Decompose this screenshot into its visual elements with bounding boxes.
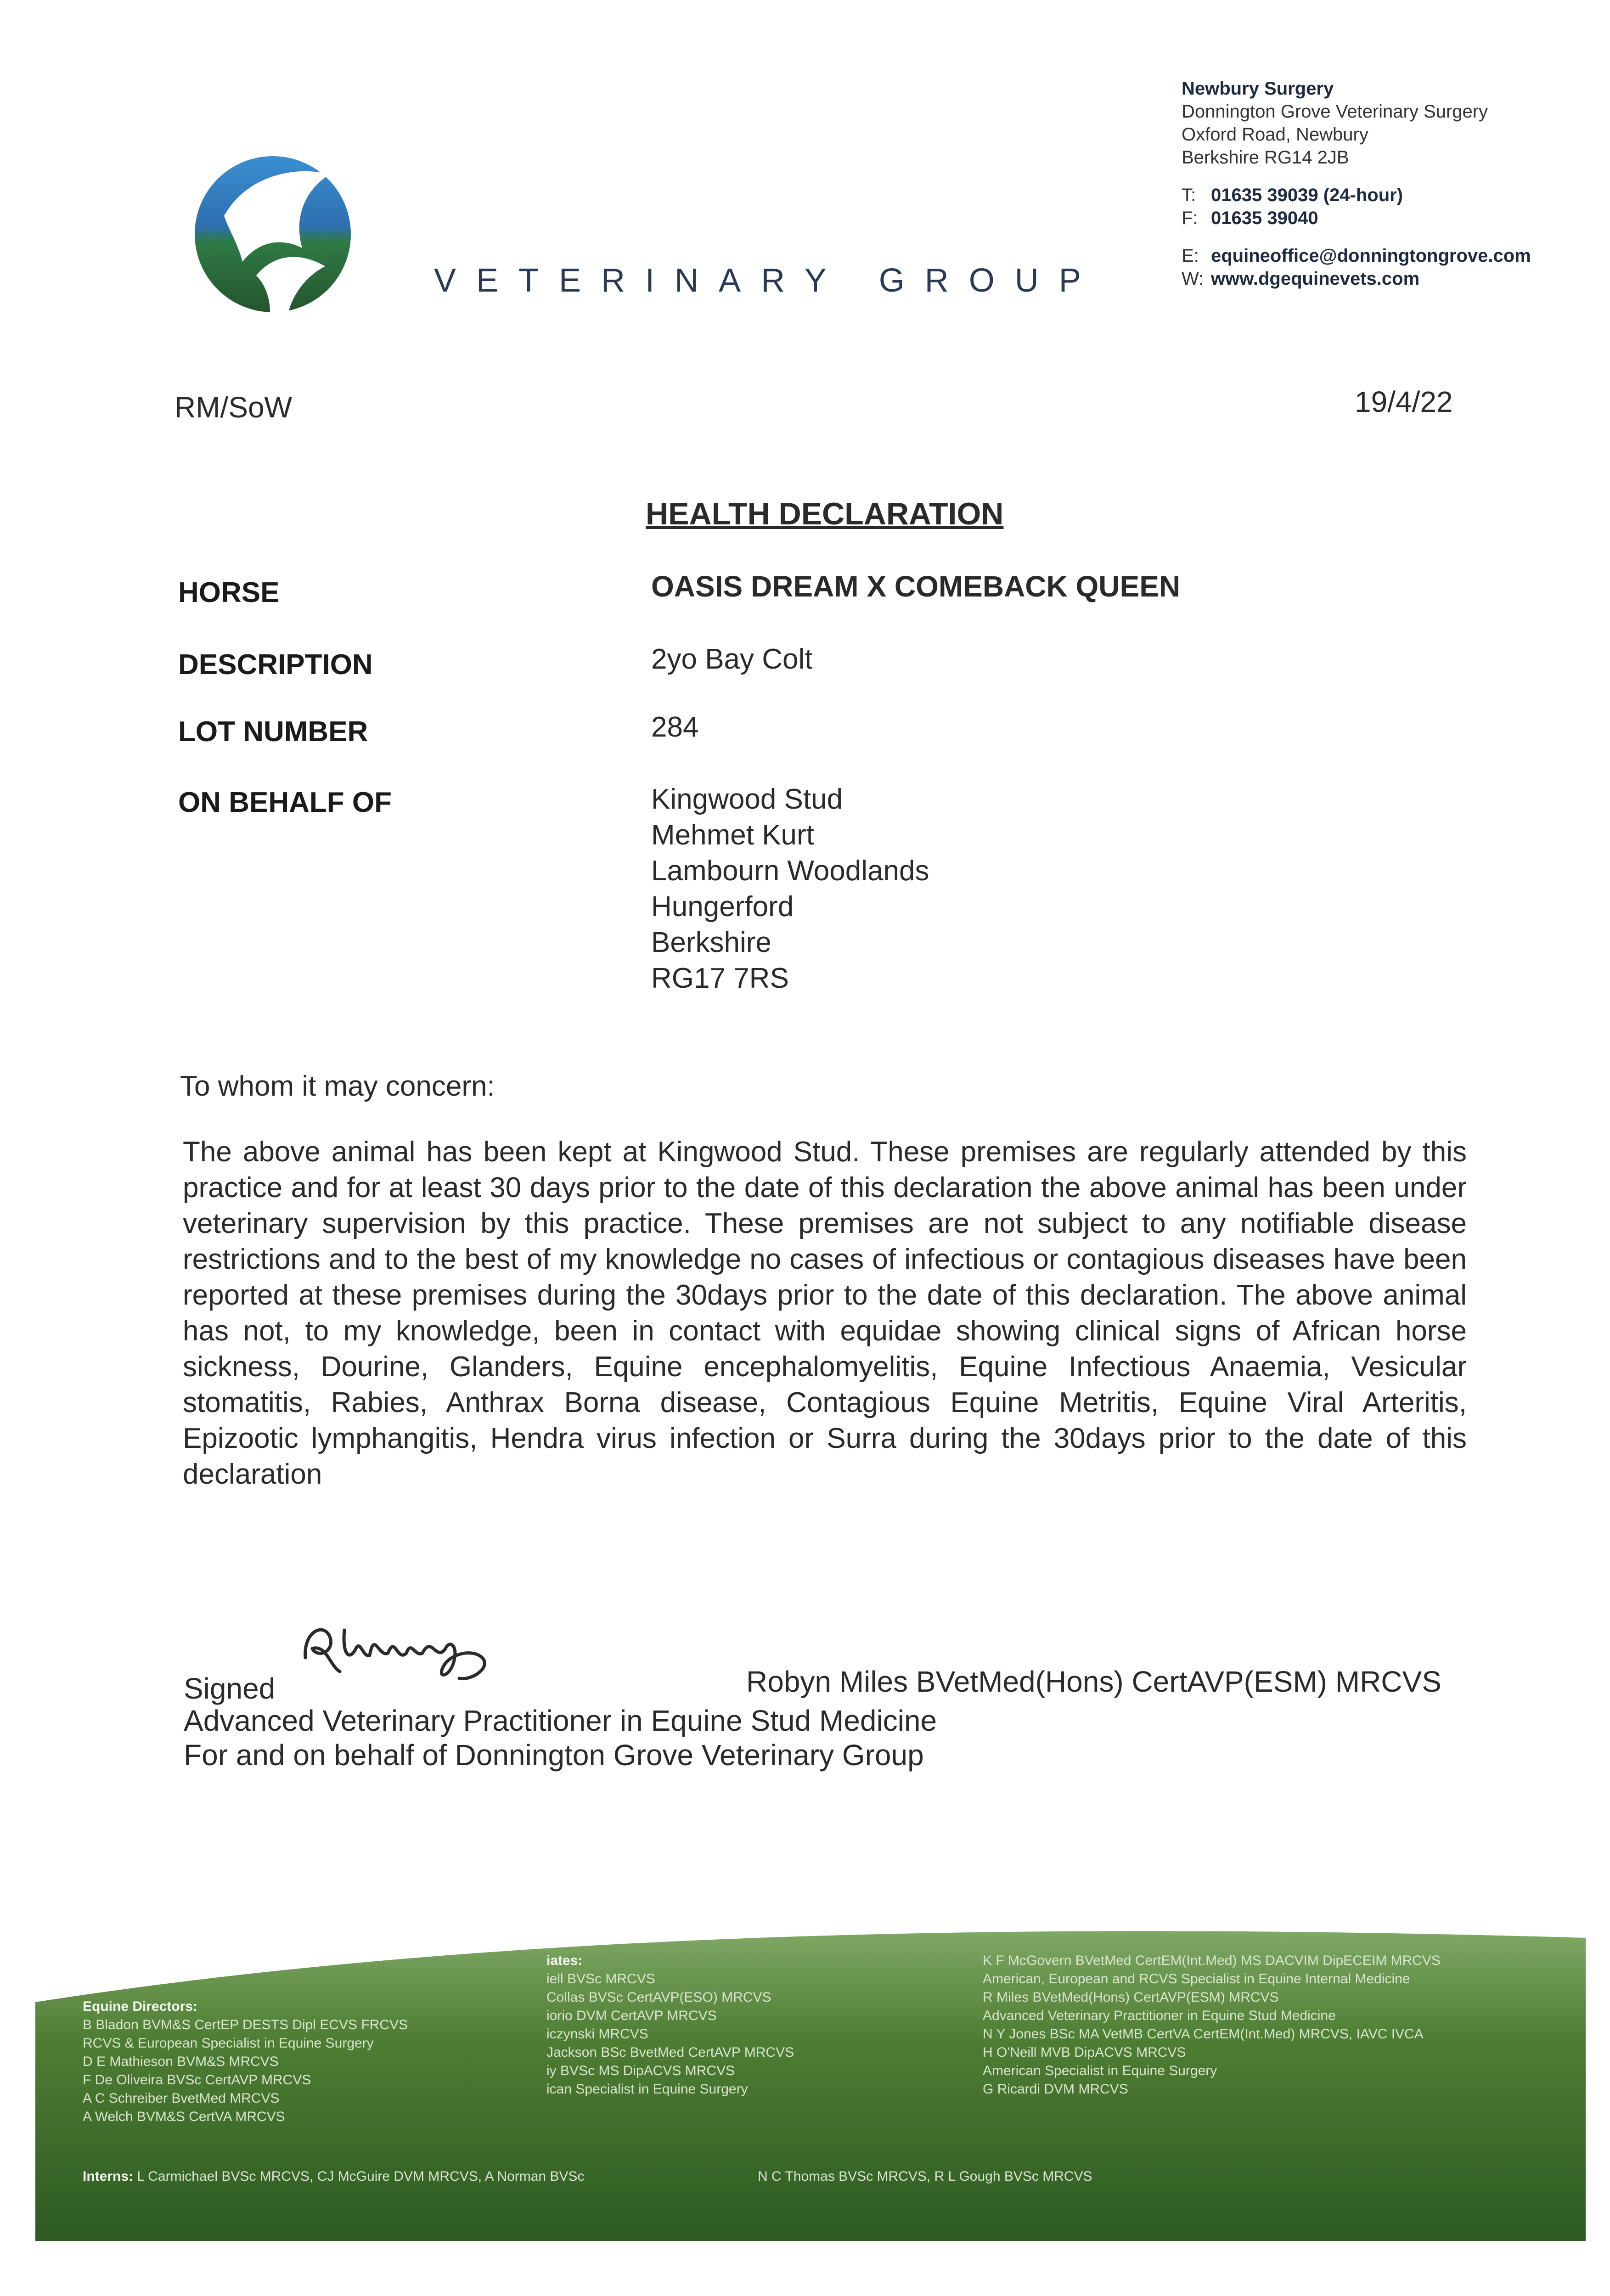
horse-label: HORSE: [178, 577, 280, 608]
greeting: To whom it may concern:: [180, 1070, 495, 1102]
staff-line: D E Mathieson BVM&S MRCVS: [83, 2054, 279, 2069]
staff-line: iell BVSc MRCVS: [546, 1971, 655, 1986]
web-row: W: www.dgequinevets.com: [1182, 267, 1531, 290]
staff-line: R Miles BVetMed(Hons) CertAVP(ESM) MRCVS: [983, 1990, 1279, 2005]
directors-heading: Equine Directors:: [83, 1999, 198, 2014]
address-line: Mehmet Kurt: [651, 819, 814, 851]
fax-row: F: 01635 39040: [1182, 207, 1531, 230]
staff-line: G Ricardi DVM MRCVS: [983, 2082, 1128, 2097]
staff-line: Advanced Veterinary Practitioner in Equine Stud Medicine: [983, 2008, 1336, 2023]
website: www.dgequinevets.com: [1211, 269, 1420, 289]
staff-line: A C Schreiber BvetMed MRCVS: [83, 2091, 280, 2106]
staff-line: iorio DVM CertAVP MRCVS: [546, 2008, 717, 2023]
staff-line: American Specialist in Equine Surgery: [983, 2063, 1217, 2078]
declaration-body: The above animal has been kept at Kingwood Stud. These premises are regularly attended by this practice and for at least 30 days prior to the date of this declaration the above animal has been under veterinary supervision by this practice. These premises are not subject to any notifiable disease restrictions and to the best of my knowledge no cases of infectious or contagious diseases have been reported at these premises during the 30days prior to the date of this declaration. The above animal has not, to my knowledge, been in contact with equidae showing clinical signs of African horse sickness, Dourine, Glanders, Equine encephalomyelitis, Equine Infectious Anaemia, Vesicular stomatitis, Rabies, Anthrax Borna disease, Contagious Equine Metritis, Equine Viral Arteritis, Epizootic lymphangitis, Hendra virus infection or Surra during the 30days prior to the date of this declaration: [183, 1136, 1467, 1490]
staff-line: Collas BVSc CertAVP(ESO) MRCVS: [546, 1990, 771, 2005]
signer-role: Advanced Veterinary Practitioner in Equine Stud Medicine: [184, 1704, 937, 1737]
staff-line: A Welch BVM&S CertVA MRCVS: [83, 2109, 285, 2124]
staff-line: iy BVSc MS DipACVS MRCVS: [546, 2063, 735, 2078]
address-line: Berkshire: [651, 927, 771, 958]
telephone-number: 01635 39039 (24-hour): [1211, 185, 1403, 205]
interns-label: Interns:: [83, 2169, 134, 2184]
directors-column: [83, 1998, 408, 2126]
interns-line: [83, 2167, 584, 2186]
fax-number: 01635 39040: [1211, 208, 1318, 228]
staff-line: F De Oliveira BVSc CertAVP MRCVS: [83, 2072, 311, 2088]
staff-line: Jackson BSc BvetMed CertAVP MRCVS: [546, 2045, 794, 2060]
interns-line-continued: N C Thomas BVSc MRCVS, R L Gough BVSc MRCVS: [758, 2169, 1092, 2184]
on-behalf-of-label: ON BEHALF OF: [178, 787, 392, 818]
associates-heading: iates:: [546, 1953, 583, 1968]
staff-line: H O'Neill MVB DipACVS MRCVS: [983, 2045, 1186, 2060]
staff-line: K F McGovern BVetMed CertEM(Int.Med) MS DACVIM DipECEIM MRCVS: [983, 1953, 1441, 1968]
telephone-row: T: 01635 39039 (24-hour): [1182, 184, 1531, 207]
address-line: Berkshire RG14 2JB: [1182, 147, 1349, 168]
staff-line: iczynski MRCVS: [546, 2026, 648, 2042]
address-line: RG17 7RS: [651, 962, 789, 994]
signed-label: Signed: [184, 1672, 276, 1705]
specialists-column: [983, 1952, 1441, 2099]
reference: RM/SoW: [175, 391, 292, 424]
address-line: Hungerford: [651, 891, 794, 923]
surgery-name: Newbury Surgery: [1182, 79, 1334, 99]
horse-value: OASIS DREAM X COMEBACK QUEEN: [651, 570, 1181, 603]
signer-name: Robyn Miles BVetMed(Hons) CertAVP(ESM) MRCVS: [746, 1665, 1441, 1698]
description-value: 2yo Bay Colt: [651, 643, 813, 675]
staff-line: N Y Jones BSc MA VetMB CertVA CertEM(Int.Med) MRCVS, IAVC IVCA: [983, 2026, 1424, 2042]
contact-block: [1182, 77, 1531, 290]
lot-number-value: 284: [651, 711, 699, 743]
brand-wordmark: VETERINARY GROUP: [434, 262, 1101, 299]
address-line: Oxford Road, Newbury: [1182, 124, 1368, 145]
email-address: equineoffice@donningtongrove.com: [1211, 246, 1531, 266]
veterinary-group-logo: [192, 147, 354, 317]
description-label: DESCRIPTION: [178, 649, 373, 681]
staff-line: RCVS & European Specialist in Equine Surgery: [83, 2036, 374, 2051]
footer-staff-list: [83, 1952, 1552, 2227]
address-line: Lambourn Woodlands: [651, 855, 929, 887]
interns-names: L Carmichael BVSc MRCVS, CJ McGuire DVM MRCVS, A Norman BVSc: [137, 2169, 585, 2184]
staff-line: B Bladon BVM&S CertEP DESTS Dipl ECVS FRCVS: [83, 2017, 408, 2032]
email-row: E: equineoffice@donningtongrove.com: [1182, 244, 1531, 267]
signer-organisation: For and on behalf of Donnington Grove Veterinary Group: [184, 1739, 924, 1772]
on-behalf-of-address: [651, 782, 929, 996]
staff-line: American, European and RCVS Specialist in Equine Internal Medicine: [983, 1971, 1410, 1986]
staff-line: ican Specialist in Equine Surgery: [546, 2082, 748, 2097]
lot-number-label: LOT NUMBER: [178, 716, 368, 748]
address-line: Kingwood Stud: [651, 783, 843, 815]
document-title: HEALTH DECLARATION: [646, 496, 1004, 531]
handwritten-signature: [298, 1603, 501, 1690]
address-line: Donnington Grove Veterinary Surgery: [1182, 101, 1488, 122]
letter-date: 19/4/22: [1355, 385, 1453, 418]
associates-column: [546, 1952, 794, 2099]
